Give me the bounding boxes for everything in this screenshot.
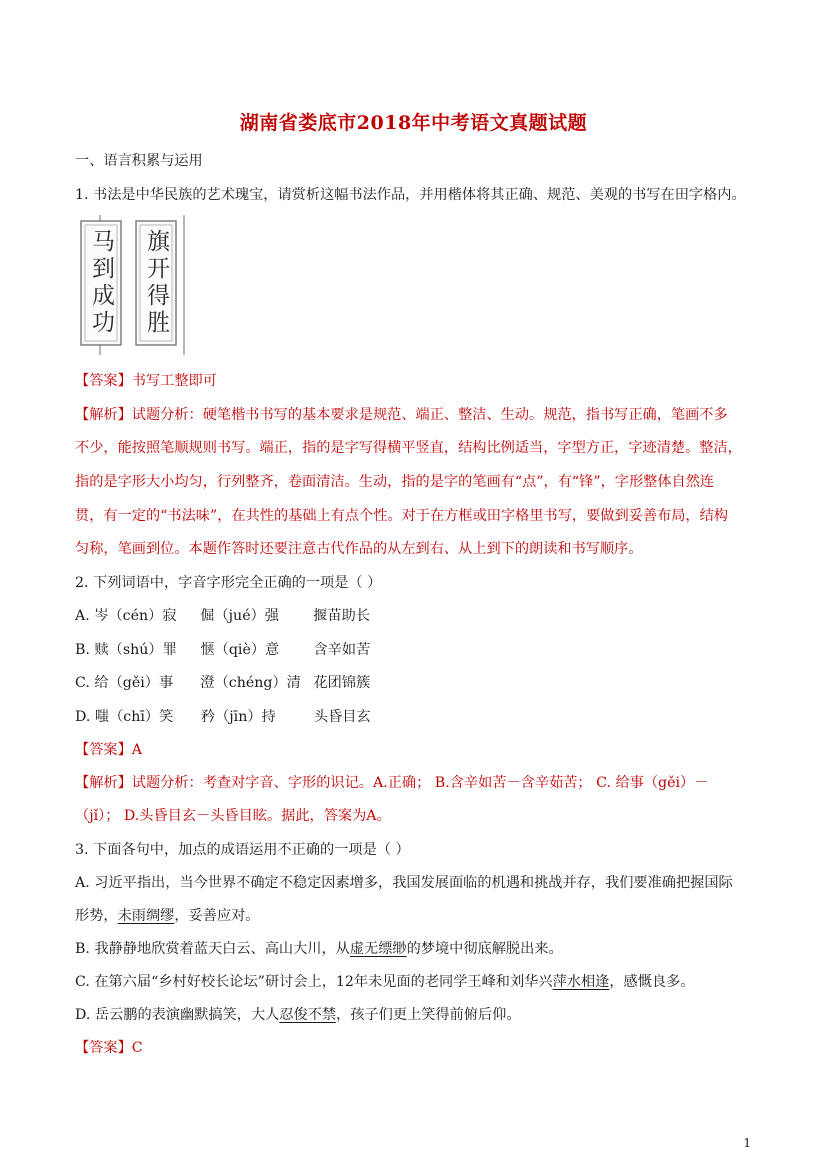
option-word: 惬（qiè）意 [200, 642, 280, 658]
q2-analysis-line: （jǐ）； D.头昏目玄－头昏目眩。据此，答案为A。 [75, 808, 391, 824]
q1-analysis-line: 匀称，笔画到位。本题作答时还要注意古代作品的从左到右、从上到下的朗读和书写顺序。 [75, 541, 643, 557]
answer-label: 【答案】 [75, 1040, 132, 1056]
underlined-idiom: 未雨绸缪 [117, 908, 175, 924]
q2-option-a [75, 606, 370, 626]
option-word: 给（gěi）事 [94, 675, 174, 691]
text-segment: ，孩子们更上笑得前俯后仰。 [336, 1007, 521, 1023]
q3-option-a-cont [75, 906, 259, 926]
q2-answer [75, 740, 142, 760]
section-heading: 一、语言积累与运用 [75, 153, 203, 169]
q1-answer [75, 371, 217, 391]
option-word: 花团锦簇 [313, 675, 371, 691]
q1-analysis-line: 贯，有一定的“书法味”，在共性的基础上有点个性。对于在方框或田字格里书写，要做到妥善布局，结构 [75, 508, 728, 524]
page-number: 1 [743, 1136, 751, 1150]
answer-text: A [131, 742, 143, 758]
calligraphy-right-column: 旗开得胜 [143, 229, 169, 337]
q1-analysis-line: 指的是字形大小均匀，行列整齐，卷面清洁。生动，指的是字的笔画有“点”，有“锋”，字形整体自然连 [75, 474, 715, 490]
q3-option-b [75, 939, 563, 959]
option-word: 岑（cén）寂 [94, 608, 177, 624]
answer-label: 【答案】 [75, 373, 132, 389]
q3-option-c [75, 972, 694, 992]
option-word: 揠苗助长 [313, 608, 371, 624]
underlined-idiom: 忍俊不禁 [279, 1007, 337, 1023]
q2-option-d [75, 707, 371, 727]
q2-option-b [75, 640, 370, 660]
q3-answer [75, 1038, 143, 1058]
calligraphy-image [80, 215, 188, 355]
underlined-idiom: 萍水相逢 [552, 974, 610, 990]
q3-option-a: A. 习近平指出，当今世界不确定不稳定因素增多，我国发展面临的机遇和挑战并存，我们要准确把握国际 [75, 875, 733, 891]
option-word: 澄（chéng）清 [200, 675, 301, 691]
calligraphy-left-column: 马到成功 [88, 229, 114, 337]
text-segment: ，妥善应对。 [174, 908, 260, 924]
text-segment: ，感慨良多。 [609, 974, 695, 990]
q3-option-d [75, 1005, 521, 1025]
q1-analysis-line: 不少，能按照笔顺规则书写。端正，指的是字写得横平竖直，结构比例适当，字型方正，字迹清楚。整洁， [75, 440, 742, 456]
option-word: 嗤（chī）笑 [94, 709, 174, 725]
text-segment: 的梦境中彻底解脱出来。 [406, 941, 563, 957]
q2-option-c [75, 673, 370, 693]
text-segment: B. 我静静地欣赏着蓝天白云、高山大川，从 [75, 941, 350, 957]
option-word: 矜（jīn）持 [200, 709, 276, 725]
underlined-idiom: 虚无缥缈 [349, 941, 407, 957]
q3-stem: 3. 下面各句中，加点的成语运用不正确的一项是（ ） [75, 842, 410, 858]
option-label: C. [75, 675, 90, 691]
answer-text: 书写工整即可 [131, 373, 217, 389]
answer-text: C [131, 1040, 143, 1056]
text-segment: D. 岳云鹏的表演幽默搞笑，大人 [75, 1007, 280, 1023]
option-label: D. [75, 709, 91, 725]
option-word: 头昏目玄 [313, 709, 371, 725]
text-segment: 形势， [75, 908, 118, 924]
q2-analysis-line: 【解析】试题分析：考查对字音、字形的识记。A.正确； B.含辛如苦－含辛茹苦； C. 给事（gěi）－ [75, 775, 709, 791]
page-title: 湖南省娄底市2018年中考语文真题试题 [239, 112, 588, 134]
q1-analysis-line: 【解析】试题分析：硬笔楷书书写的基本要求是规范、端正、整洁、生动。规范，指书写正确，笔画不多 [75, 407, 728, 423]
option-label: B. [75, 642, 90, 658]
q2-stem: 2. 下列词语中，字音字形完全正确的一项是（ ） [75, 575, 382, 591]
answer-label: 【答案】 [75, 742, 132, 758]
q1-stem: 1. 书法是中华民族的艺术瑰宝，请赏析这幅书法作品，并用楷体将其正确、规范、美观的书写在田字格内。 [75, 187, 746, 203]
option-word: 含辛如苦 [313, 642, 371, 658]
text-segment: C. 在第六届“乡村好校长论坛”研讨会上，12年未见面的老同学王峰和刘华兴 [75, 974, 553, 990]
option-word: 赎（shú）罪 [94, 642, 177, 658]
option-label: A. [75, 608, 90, 624]
option-word: 倔（jué）强 [200, 608, 279, 624]
